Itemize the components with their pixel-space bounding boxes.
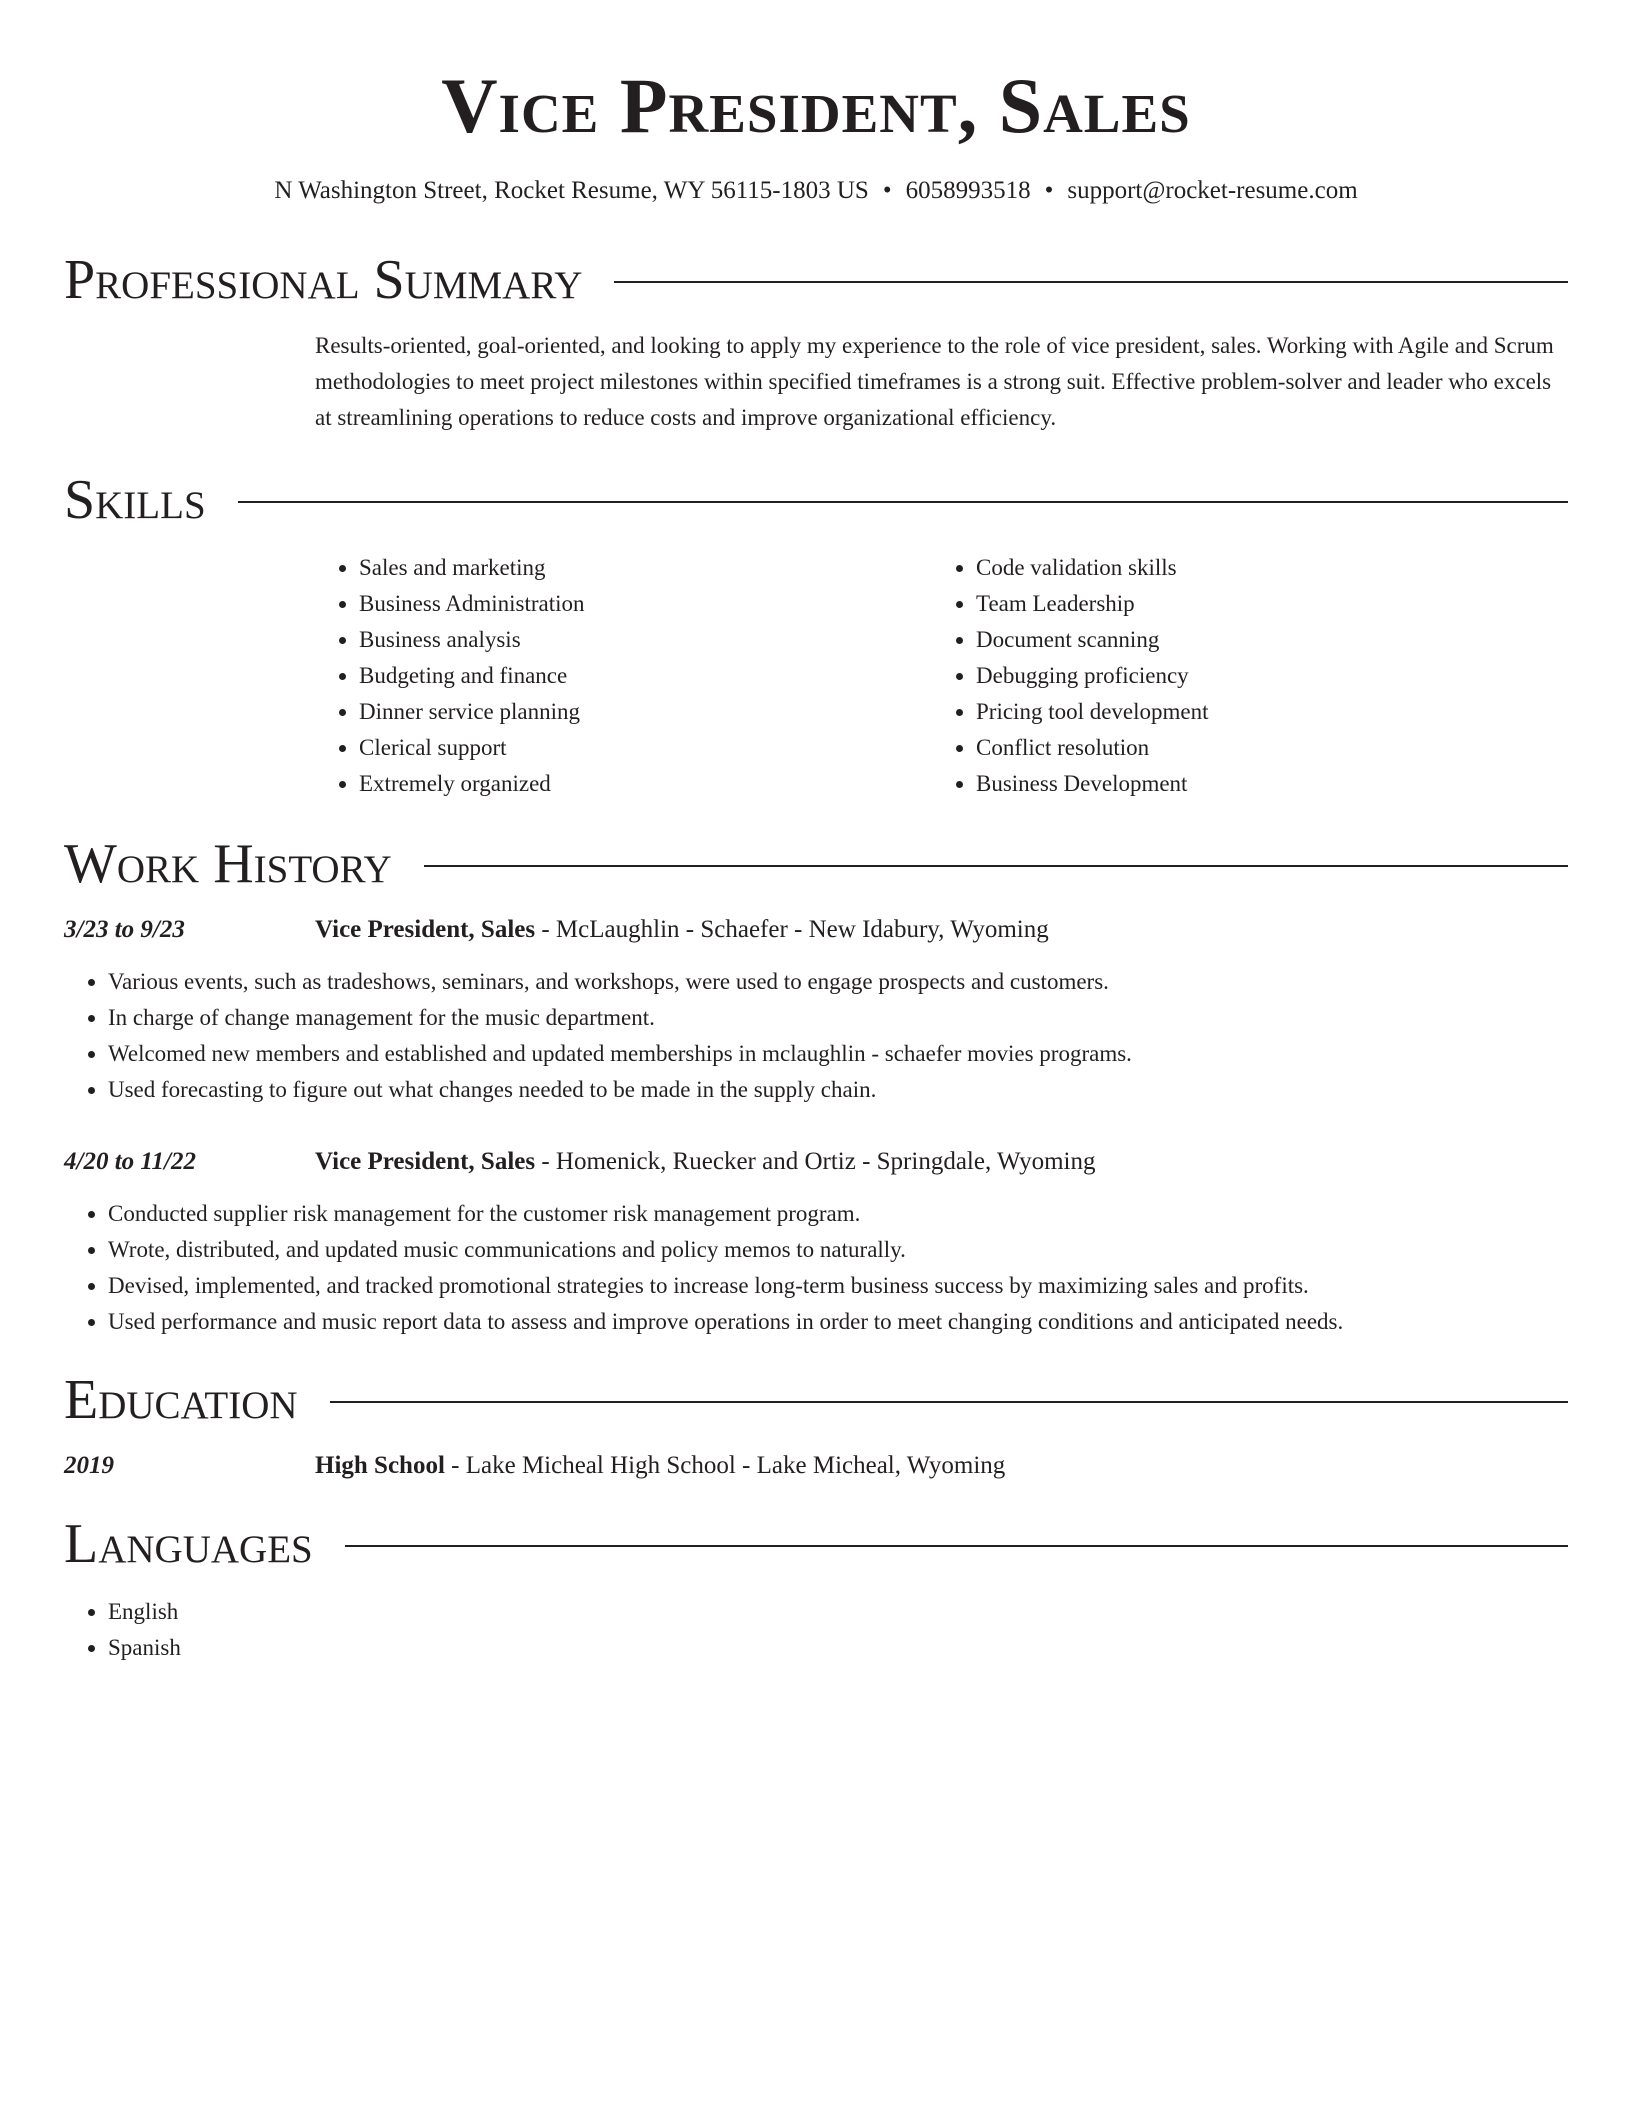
summary-text: Results-oriented, goal-oriented, and looking to apply my experience to the role of vice president, sales. Working with Agile and Scrum methodologies to meet project milestones within specified timeframes is a strong suit. Effective problem-solver and leader who excels at streamlining operations to reduce costs and improve organizational efficiency. — [315, 333, 1554, 430]
contact-email: support@rocket-resume.com — [1067, 177, 1358, 204]
section-header-languages — [64, 1512, 1568, 1576]
section-header-skills — [64, 468, 1568, 532]
skill-item: • Sales and marketing — [359, 550, 932, 586]
contact-phone: 6058993518 — [905, 177, 1031, 204]
skill-item: • Clerical support — [359, 730, 932, 766]
job-employer: - Homenick, Ruecker and Ortiz - Springdale, Wyoming — [535, 1148, 1096, 1175]
section-header-summary — [64, 248, 1568, 312]
resume-page — [64, 0, 1568, 1666]
section-title-skills: Skills — [64, 469, 206, 531]
skill-item: • Code validation skills — [976, 550, 1568, 586]
job-header — [64, 1144, 1568, 1180]
job-dates: 4/20 to 11/22 — [64, 1148, 196, 1175]
contact-separator: • — [1044, 177, 1054, 204]
job-bullet: • Used performance and music report data to assess and improve operations in order to meet changing conditions and anticipated needs. — [108, 1304, 1568, 1340]
section-title-summary: Professional Summary — [64, 249, 583, 311]
skill-item: • Budgeting and finance — [359, 658, 932, 694]
education-degree: High School — [315, 1452, 445, 1479]
job-bullet: • Welcomed new members and established and updated memberships in mclaughlin - schaefer movies programs. — [108, 1036, 1568, 1072]
section-header-work — [64, 832, 1568, 896]
job-entry — [64, 912, 1568, 1108]
contact-address: N Washington Street, Rocket Resume, WY 56115-1803 US — [274, 177, 869, 204]
section-divider — [424, 865, 1568, 867]
job-header — [64, 912, 1568, 948]
resume-name: Vice President, Sales — [441, 62, 1191, 149]
education-entry — [64, 1448, 1568, 1484]
job-heading — [315, 912, 1049, 948]
job-bullet: • Various events, such as tradeshows, seminars, and workshops, were used to engage prospects and customers. — [108, 964, 1568, 1000]
skills-column-left — [315, 550, 932, 802]
skills-column-right — [932, 550, 1568, 802]
job-bullet: • Used forecasting to figure out what changes needed to be made in the supply chain. — [108, 1072, 1568, 1108]
job-bullet: • Conducted supplier risk management for the customer risk management program. — [108, 1196, 1568, 1232]
language-item: • Spanish — [108, 1630, 1568, 1666]
job-title: Vice President, Sales — [315, 1148, 536, 1175]
section-divider — [345, 1545, 1568, 1547]
job-entry — [64, 1144, 1568, 1340]
education-year: 2019 — [64, 1452, 114, 1479]
section-divider — [330, 1401, 1568, 1403]
section-title-languages: Languages — [64, 1513, 313, 1575]
job-title: Vice President, Sales — [315, 916, 536, 943]
education-school: - Lake Micheal High School - Lake Micheal, Wyoming — [444, 1452, 1006, 1479]
job-bullets — [64, 1196, 1568, 1340]
job-heading — [315, 1144, 1096, 1180]
skill-item: • Team Leadership — [976, 586, 1568, 622]
skill-item: • Business Administration — [359, 586, 932, 622]
section-divider — [614, 281, 1568, 283]
job-bullets — [64, 964, 1568, 1108]
skill-item: • Document scanning — [976, 622, 1568, 658]
skill-item: • Pricing tool development — [976, 694, 1568, 730]
job-bullet: • Devised, implemented, and tracked promotional strategies to increase long-term business success by maximizing sales and profits. — [108, 1268, 1568, 1304]
skill-item: • Extremely organized — [359, 766, 932, 802]
section-header-education — [64, 1368, 1568, 1432]
language-item: • English — [108, 1594, 1568, 1630]
contact-separator: • — [882, 177, 892, 204]
job-employer: - McLaughlin - Schaefer - New Idabury, Wyoming — [535, 916, 1049, 943]
section-title-work: Work History — [64, 833, 392, 895]
skill-item: • Debugging proficiency — [976, 658, 1568, 694]
skill-item: • Dinner service planning — [359, 694, 932, 730]
skill-item: • Business analysis — [359, 622, 932, 658]
section-title-education: Education — [64, 1369, 298, 1431]
skills-list — [315, 550, 1568, 802]
skill-item: • Business Development — [976, 766, 1568, 802]
skill-item: • Conflict resolution — [976, 730, 1568, 766]
languages-list — [64, 1594, 1568, 1666]
section-divider — [238, 501, 1568, 503]
job-bullet: • In charge of change management for the music department. — [108, 1000, 1568, 1036]
job-bullet: • Wrote, distributed, and updated music communications and policy memos to naturally. — [108, 1232, 1568, 1268]
contact-line — [64, 174, 1568, 208]
education-heading — [315, 1448, 1005, 1484]
job-dates: 3/23 to 9/23 — [64, 916, 185, 943]
